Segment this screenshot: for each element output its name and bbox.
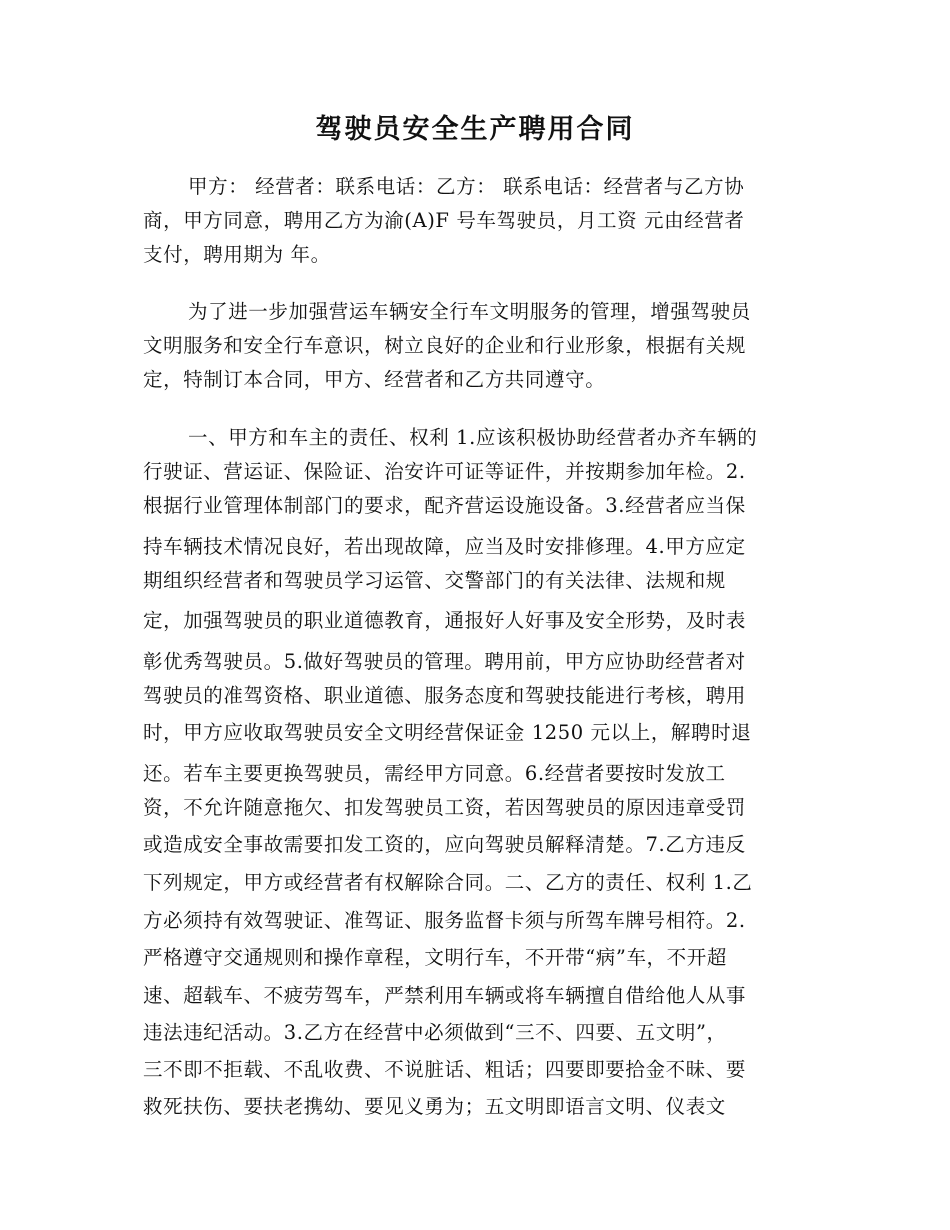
paragraph-3-line-3: 根据行业管理体制部门的要求，配齐营运设施设备。3.经营者应当保 [143,494,746,517]
paragraph-3-line-9: 时，甲方应收取驾驶员安全文明经营保证金 1250 元以上，解聘时退 [143,721,752,744]
paragraph-3-line-18: 三不即不拒载、不乱收费、不说脏话、粗话；四要即要拾金不昧、要 [143,1058,747,1081]
paragraph-3-line-6: 定，加强驾驶员的职业道德教育，通报好人好事及安全形势，及时表 [143,609,747,632]
document-title: 驾驶员安全生产聘用合同 [315,114,635,145]
paragraph-3-line-5: 期组织经营者和驾驶员学习运管、交警部门的有关法律、法规和规 [143,569,726,592]
paragraph-3-line-7: 彰优秀驾驶员。5.做好驾驶员的管理。聘用前，甲方应协助经营者对 [143,650,746,673]
paragraph-1-line-1: 甲方： 经营者：联系电话：乙方： 联系电话：经营者与乙方协 [188,175,745,198]
paragraph-3-line-12: 或造成安全事故需要扣发工资的，应向驾驶员解释清楚。7.乙方违反 [143,833,746,856]
paragraph-3-line-14: 方必须持有效驾驶证、准驾证、服务监督卡须与所驾车牌号相符。2. [143,909,746,932]
paragraph-2-line-3: 定，特制订本合同，甲方、经营者和乙方共同遵守。 [143,368,606,391]
paragraph-3-line-11: 资，不允许随意拖欠、扣发驾驶员工资，若因驾驶员的原因违章受罚 [143,796,747,819]
paragraph-1-line-2: 商，甲方同意，聘用乙方为渝(A)F 号车驾驶员，月工资 元由经营者 [143,209,745,232]
paragraph-3-line-2: 行驶证、营运证、保险证、治安许可证等证件，并按期参加年检。2. [143,460,746,483]
paragraph-3-line-1: 一、甲方和车主的责任、权利 1.应该积极协助经营者办齐车辆的 [188,426,758,449]
paragraph-3-line-10: 还。若车主要更换驾驶员，需经甲方同意。6.经营者要按时发放工 [143,762,726,785]
paragraph-2-line-2: 文明服务和安全行车意识，树立良好的企业和行业形象，根据有关规 [143,334,747,357]
paragraph-3-line-13: 下列规定，甲方或经营者有权解除合同。二、乙方的责任、权利 1.乙 [143,871,753,894]
paragraph-2-line-1: 为了进一步加强营运车辆安全行车文明服务的管理，增强驾驶员 [188,300,751,323]
paragraph-3-line-8: 驾驶员的准驾资格、职业道德、服务态度和驾驶技能进行考核，聘用 [143,684,747,707]
paragraph-3-line-4: 持车辆技术情况良好，若出现故障，应当及时安排修理。4.甲方应定 [143,535,746,558]
paragraph-3-line-15: 严格遵守交通规则和操作章程，文明行车，不开带“病”车，不开超 [143,946,727,969]
paragraph-3-line-17: 违法违纪活动。3.乙方在经营中必须做到“三不、四要、五文明”， [143,1021,727,1044]
paragraph-3-line-16: 速、超载车、不疲劳驾车，严禁利用车辆或将车辆擅自借给他人从事 [143,984,747,1007]
paragraph-3-line-19: 救死扶伤、要扶老携幼、要见义勇为；五文明即语言文明、仪表文 [143,1095,726,1118]
paragraph-1-line-3: 支付，聘用期为 年。 [143,243,331,266]
